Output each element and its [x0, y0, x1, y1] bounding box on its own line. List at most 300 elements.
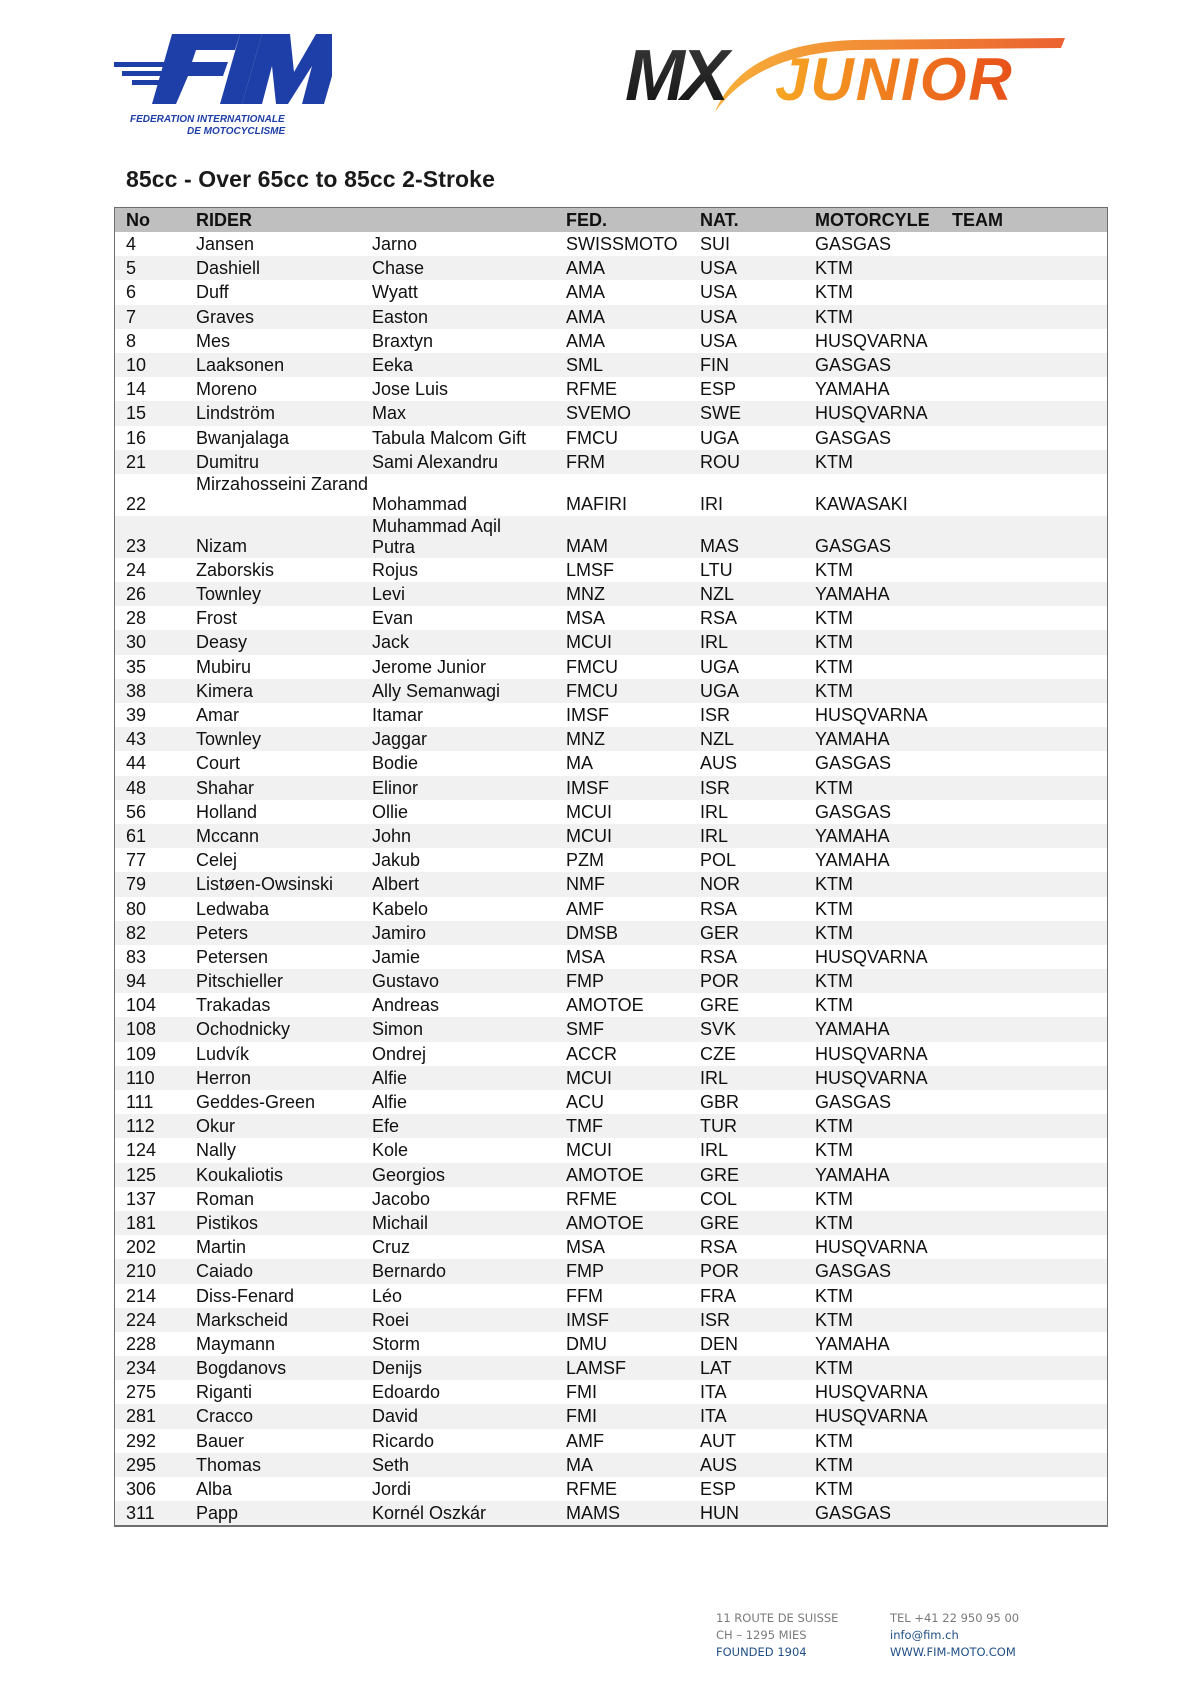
federation: MCUI: [566, 801, 612, 822]
rider-last-name: Dumitru: [196, 451, 260, 472]
rider-last-name: Petersen: [196, 946, 269, 967]
rider-last-name: Townley: [196, 729, 262, 750]
table-row: [115, 1090, 1107, 1114]
rider-number: 181: [126, 1212, 157, 1233]
rider-number: 214: [126, 1285, 157, 1306]
rider-number: 292: [126, 1430, 157, 1451]
rider-last-name: Bogdanovs: [196, 1358, 287, 1379]
table-row: [115, 329, 1107, 353]
nationality: GRE: [700, 1212, 740, 1233]
nationality: LTU: [700, 559, 733, 580]
motorcycle: GASGAS: [815, 535, 892, 556]
rider-first-name: Seth: [372, 1454, 410, 1475]
federation: AMOTOE: [566, 1164, 644, 1185]
federation: DMU: [566, 1333, 607, 1354]
header-nat: NAT.: [700, 210, 739, 230]
rider-last-name: Caiado: [196, 1261, 254, 1282]
rider-number: 28: [126, 608, 147, 629]
rider-last-name: Mubiru: [196, 656, 252, 677]
federation: SVEMO: [566, 403, 632, 424]
rider-number: 15: [126, 403, 147, 424]
header-fed: FED.: [566, 210, 608, 230]
rider-last-name: Okur: [196, 1116, 236, 1137]
page-title: 85cc - Over 65cc to 85cc 2-Stroke: [126, 166, 495, 192]
federation: PZM: [566, 850, 604, 871]
motorcycle: HUSQVARNA: [815, 330, 928, 351]
federation: MAM: [566, 535, 608, 556]
motorcycle: KTM: [815, 777, 853, 798]
rider-first-name: Sami Alexandru: [372, 451, 499, 472]
nationality: ISR: [700, 777, 731, 798]
federation: DMSB: [566, 922, 619, 943]
rider-number: 108: [126, 1019, 157, 1040]
motorcycle: GASGAS: [815, 427, 892, 448]
table-row: [115, 1284, 1107, 1308]
rider-last-name: Moreno: [196, 379, 258, 400]
nationality: USA: [700, 306, 738, 327]
nationality: ITA: [700, 1382, 727, 1403]
nationality: ISR: [700, 1309, 731, 1330]
table-row: [115, 1308, 1107, 1332]
nationality: AUS: [700, 753, 738, 774]
nationality: SWE: [700, 403, 742, 424]
motorcycle: KTM: [815, 559, 853, 580]
motorcycle: KTM: [815, 898, 853, 919]
rider-number: 210: [126, 1261, 157, 1282]
rider-last-name: Laaksonen: [196, 354, 285, 375]
riders-table: [114, 207, 1108, 1527]
federation: FMCU: [566, 680, 618, 701]
rider-first-name: Bodie: [372, 753, 419, 774]
rider-first-name: Michail: [372, 1212, 429, 1233]
motorcycle: GASGAS: [815, 1503, 892, 1524]
federation: FMP: [566, 971, 604, 992]
rider-first-name: Jamiro: [372, 922, 427, 943]
motorcycle: KTM: [815, 1212, 853, 1233]
rider-number: 48: [126, 777, 147, 798]
table-row: [115, 1138, 1107, 1162]
nationality: IRL: [700, 1067, 729, 1088]
rider-first-name: Simon: [372, 1019, 424, 1040]
rider-number: 23: [126, 535, 147, 556]
rider-number: 295: [126, 1454, 157, 1475]
website-link[interactable]: WWW.FIM-MOTO.COM: [890, 1645, 1016, 1659]
federation: AMA: [566, 306, 606, 327]
motorcycle: YAMAHA: [815, 1019, 890, 1040]
table-row: [115, 516, 1107, 558]
rider-first-name: Kole: [372, 1140, 409, 1161]
table-row: [115, 969, 1107, 993]
motorcycle: YAMAHA: [815, 1333, 890, 1354]
federation: MAMS: [566, 1503, 620, 1524]
rider-number: 4: [126, 234, 137, 254]
motorcycle: KTM: [815, 874, 853, 895]
rider-number: 125: [126, 1164, 157, 1185]
rider-last-name: Diss-Fenard: [196, 1285, 295, 1306]
federation: NMF: [566, 874, 605, 895]
rider-last-name: Court: [196, 753, 241, 774]
federation: AMA: [566, 258, 606, 279]
rider-number: 5: [126, 258, 137, 279]
motorcycle: KTM: [815, 922, 853, 943]
motorcycle: YAMAHA: [815, 825, 890, 846]
rider-first-name: Elinor: [372, 777, 419, 798]
motorcycle: HUSQVARNA: [815, 705, 928, 725]
rider-last-name: Jansen: [196, 234, 255, 254]
federation: FFM: [566, 1285, 603, 1306]
nationality: ESP: [700, 379, 737, 400]
motorcycle: HUSQVARNA: [815, 1237, 928, 1258]
rider-last-name: Lindström: [196, 403, 276, 424]
rider-first-name: Roei: [372, 1309, 410, 1330]
table-row: [115, 1017, 1107, 1041]
table-row: [115, 824, 1107, 848]
rider-number: 94: [126, 971, 147, 992]
rider-last-name: Trakadas: [196, 995, 271, 1016]
table-row: [115, 630, 1107, 654]
rider-first-name: Jaggar: [372, 729, 428, 750]
rider-number: 110: [126, 1067, 155, 1088]
federation: SML: [566, 354, 604, 375]
nationality: GBR: [700, 1092, 740, 1112]
rider-first-name: Léo: [372, 1285, 403, 1306]
rider-first-name: Georgios: [372, 1164, 446, 1185]
table-row: [115, 232, 1107, 256]
nationality: AUT: [700, 1430, 736, 1451]
federation: LMSF: [566, 559, 615, 580]
motorcycle: KTM: [815, 680, 853, 701]
rider-first-name: Storm: [372, 1333, 421, 1354]
table-row: [115, 1501, 1107, 1525]
rider-first-name: David: [372, 1406, 419, 1427]
rider-last-name: Graves: [196, 306, 255, 327]
nationality: USA: [700, 282, 738, 303]
rider-first-name: Wyatt: [372, 282, 418, 303]
nationality: IRL: [700, 801, 729, 822]
federation: AMOTOE: [566, 995, 644, 1016]
nationality: UGA: [700, 427, 740, 448]
rider-number: 77: [126, 850, 147, 871]
header-rider: RIDER: [196, 210, 253, 230]
rider-last-name: Dashiell: [196, 258, 261, 279]
rider-number: 306: [126, 1479, 157, 1499]
federation: TMF: [566, 1116, 603, 1137]
federation: MNZ: [566, 729, 605, 750]
header-motorcycle: MOTORCYLE: [815, 210, 930, 230]
federation: RFME: [566, 379, 617, 400]
table-row: [115, 727, 1107, 751]
rider-last-name: Mccann: [196, 825, 260, 846]
rider-first-name: Rojus: [372, 559, 419, 580]
nationality: TUR: [700, 1116, 737, 1137]
motorcycle: KTM: [815, 282, 853, 303]
rider-number: 137: [126, 1188, 157, 1209]
motorcycle: KTM: [815, 1285, 853, 1306]
rider-first-name: Ricardo: [372, 1430, 435, 1451]
rider-last-name: Holland: [196, 801, 258, 822]
nationality: GRE: [700, 995, 740, 1016]
federation: MSA: [566, 1237, 606, 1258]
motorcycle: HUSQVARNA: [815, 1406, 928, 1427]
federation: MSA: [566, 946, 606, 967]
rider-first-name: Jacobo: [372, 1188, 431, 1209]
rider-number: 38: [126, 680, 147, 701]
nationality: GRE: [700, 1164, 740, 1185]
rider-last-name: Roman: [196, 1188, 255, 1209]
svg-text:MX: MX: [625, 36, 725, 114]
footer-address: [716, 1610, 838, 1661]
table-row: [115, 848, 1107, 872]
motorcycle: HUSQVARNA: [815, 946, 928, 967]
federation: MSA: [566, 608, 606, 629]
table-row: [115, 474, 1107, 516]
rider-last-name: Riganti: [196, 1382, 253, 1403]
rider-last-name: Alba: [196, 1479, 233, 1499]
rider-number: 79: [126, 874, 147, 895]
rider-last-name: Thomas: [196, 1454, 262, 1475]
motorcycle: KTM: [815, 258, 853, 279]
rider-first-name: Jerome Junior: [372, 656, 487, 677]
table-row: [115, 1356, 1107, 1380]
motorcycle: KTM: [815, 1309, 853, 1330]
rider-first-name: Andreas: [372, 995, 440, 1016]
nationality: POR: [700, 971, 740, 992]
rider-first-name: Ollie: [372, 801, 409, 822]
motorcycle: YAMAHA: [815, 1164, 890, 1185]
rider-last-name: Mirzahosseini Zarand: [196, 473, 369, 494]
nationality: IRL: [700, 1140, 729, 1161]
table-row: [115, 921, 1107, 945]
rider-first-name: Jack: [372, 632, 410, 653]
motorcycle: KTM: [815, 1358, 853, 1379]
rider-number: 14: [126, 379, 147, 400]
rider-number: 56: [126, 801, 147, 822]
mx-junior-logo: [625, 34, 1070, 114]
table-row: [115, 1114, 1107, 1138]
nationality: RSA: [700, 946, 738, 967]
nationality: USA: [700, 258, 738, 279]
table-row: [115, 558, 1107, 582]
table-body: [115, 232, 1107, 1525]
rider-number: 202: [126, 1237, 157, 1258]
table-row: [115, 751, 1107, 775]
rider-number: 109: [126, 1043, 157, 1064]
federation: MCUI: [566, 1140, 612, 1161]
federation: ACCR: [566, 1043, 618, 1064]
rider-first-name: Muhammad Aqil Putra: [372, 515, 502, 557]
motorcycle: KTM: [815, 632, 853, 653]
motorcycle: HUSQVARNA: [815, 1382, 928, 1403]
motorcycle: GASGAS: [815, 354, 892, 375]
rider-first-name: Jarno: [372, 234, 418, 254]
motorcycle: KTM: [815, 971, 853, 992]
rider-first-name: Max: [372, 403, 407, 424]
rider-number: 61: [126, 825, 147, 846]
table-row: [115, 256, 1107, 280]
motorcycle: HUSQVARNA: [815, 1067, 928, 1088]
federation: MA: [566, 1454, 593, 1475]
rider-first-name: Jakub: [372, 850, 421, 871]
nationality: ROU: [700, 451, 740, 472]
rider-number: 8: [126, 330, 137, 351]
rider-last-name: Nally: [196, 1140, 237, 1161]
nationality: RSA: [700, 898, 738, 919]
rider-first-name: Jordi: [372, 1479, 412, 1499]
nationality: NZL: [700, 584, 735, 605]
nationality: RSA: [700, 1237, 738, 1258]
federation: MA: [566, 753, 593, 774]
table-row: [115, 1042, 1107, 1066]
header-team: TEAM: [952, 210, 1003, 230]
rider-first-name: Efe: [372, 1116, 400, 1137]
rider-last-name: Martin: [196, 1237, 247, 1258]
federation: IMSF: [566, 705, 609, 725]
table-row: [115, 800, 1107, 824]
nationality: UGA: [700, 680, 740, 701]
rider-last-name: Amar: [196, 705, 240, 725]
table-row: [115, 1429, 1107, 1453]
rider-first-name: Kabelo: [372, 898, 429, 919]
rider-first-name: Denijs: [372, 1358, 423, 1379]
motorcycle: HUSQVARNA: [815, 1043, 928, 1064]
rider-number: 30: [126, 632, 147, 653]
table-row: [115, 377, 1107, 401]
nationality: GER: [700, 922, 740, 943]
table-row: [115, 897, 1107, 921]
nationality: USA: [700, 330, 738, 351]
email-link[interactable]: info@fim.ch: [890, 1628, 959, 1642]
rider-number: 22: [126, 493, 147, 514]
rider-number: 43: [126, 729, 147, 750]
federation: AMF: [566, 898, 604, 919]
rider-first-name: Braxtyn: [372, 330, 434, 351]
rider-first-name: Jose Luis: [372, 379, 449, 400]
rider-first-name: Levi: [372, 584, 406, 605]
motorcycle: KTM: [815, 656, 853, 677]
table-row: [115, 1380, 1107, 1404]
table-row: [115, 1066, 1107, 1090]
rider-first-name: Albert: [372, 874, 420, 895]
rider-last-name: Pistikos: [196, 1212, 259, 1233]
federation: IMSF: [566, 1309, 609, 1330]
rider-last-name: Listøen-Owsinski: [196, 874, 334, 895]
table-row: [115, 679, 1107, 703]
rider-number: 281: [126, 1406, 157, 1427]
federation: AMF: [566, 1430, 604, 1451]
motorcycle: GASGAS: [815, 1092, 892, 1112]
federation: RFME: [566, 1188, 617, 1209]
table-row: [115, 426, 1107, 450]
rider-first-name: Eeka: [372, 354, 414, 375]
rider-first-name: Cruz: [372, 1237, 411, 1258]
motorcycle: GASGAS: [815, 234, 892, 254]
rider-number: 16: [126, 427, 147, 448]
rider-last-name: Zaborskis: [196, 559, 275, 580]
rider-number: 24: [126, 559, 147, 580]
federation: MCUI: [566, 825, 612, 846]
rider-number: 311: [126, 1503, 155, 1524]
rider-last-name: Papp: [196, 1503, 239, 1524]
rider-number: 104: [126, 995, 157, 1016]
rider-number: 112: [126, 1116, 155, 1137]
rider-first-name: Itamar: [372, 705, 424, 725]
rider-last-name: Koukaliotis: [196, 1164, 284, 1185]
rider-last-name: Pitschieller: [196, 971, 284, 992]
rider-last-name: Shahar: [196, 777, 255, 798]
motorcycle: KTM: [815, 1116, 853, 1137]
table-row: [115, 450, 1107, 474]
motorcycle: KTM: [815, 1479, 853, 1499]
federation: SMF: [566, 1019, 604, 1040]
svg-text:FEDERATION INTERNATIONALE: FEDERATION INTERNATIONALE: [130, 114, 285, 125]
motorcycle: KTM: [815, 995, 853, 1016]
rider-last-name: Bauer: [196, 1430, 245, 1451]
nationality: SVK: [700, 1019, 737, 1040]
nationality: RSA: [700, 608, 738, 629]
rider-first-name: Easton: [372, 306, 429, 327]
motorcycle: GASGAS: [815, 753, 892, 774]
rider-number: 275: [126, 1382, 157, 1403]
nationality: UGA: [700, 656, 740, 677]
table-row: [115, 872, 1107, 896]
rider-first-name: Tabula Malcom Gift: [372, 427, 527, 448]
table-row: [115, 1477, 1107, 1501]
svg-text:JUNIOR: JUNIOR: [775, 46, 1014, 113]
nationality: NOR: [700, 874, 740, 895]
table-row: [115, 1235, 1107, 1259]
table-row: [115, 305, 1107, 329]
rider-number: 21: [126, 451, 147, 472]
table-row: [115, 1332, 1107, 1356]
federation: FMCU: [566, 427, 618, 448]
rider-last-name: Markscheid: [196, 1309, 289, 1330]
rider-last-name: Bwanjalaga: [196, 427, 290, 448]
nationality: ISR: [700, 705, 731, 725]
federation: AMA: [566, 330, 606, 351]
rider-last-name: Townley: [196, 584, 262, 605]
rider-number: 83: [126, 946, 147, 967]
table-row: [115, 655, 1107, 679]
table-row: [115, 945, 1107, 969]
rider-last-name: Cracco: [196, 1406, 254, 1427]
fim-logo: [112, 32, 332, 142]
table-row: [115, 1187, 1107, 1211]
nationality: FRA: [700, 1285, 736, 1306]
federation: AMA: [566, 282, 606, 303]
rider-last-name: Ochodnicky: [196, 1019, 291, 1040]
table-row: [115, 993, 1107, 1017]
federation: AMOTOE: [566, 1212, 644, 1233]
rider-first-name: Chase: [372, 258, 425, 279]
phone-number: TEL +41 22 950 95 00: [890, 1611, 1020, 1625]
rider-first-name: Evan: [372, 608, 414, 629]
table-header: [115, 208, 1107, 232]
nationality: IRI: [700, 493, 724, 514]
rider-last-name: Mes: [196, 330, 231, 351]
nationality: COL: [700, 1188, 738, 1209]
nationality: IRL: [700, 632, 729, 653]
header-no: No: [126, 210, 150, 230]
table-row: [115, 776, 1107, 800]
federation: FMI: [566, 1382, 597, 1403]
table-row: [115, 582, 1107, 606]
rider-first-name: Gustavo: [372, 971, 440, 992]
rider-number: 39: [126, 705, 147, 725]
table-row: [115, 1163, 1107, 1187]
federation: LAMSF: [566, 1358, 627, 1379]
nationality: ITA: [700, 1406, 727, 1427]
address-line-1: 11 ROUTE DE SUISSE: [716, 1611, 839, 1625]
